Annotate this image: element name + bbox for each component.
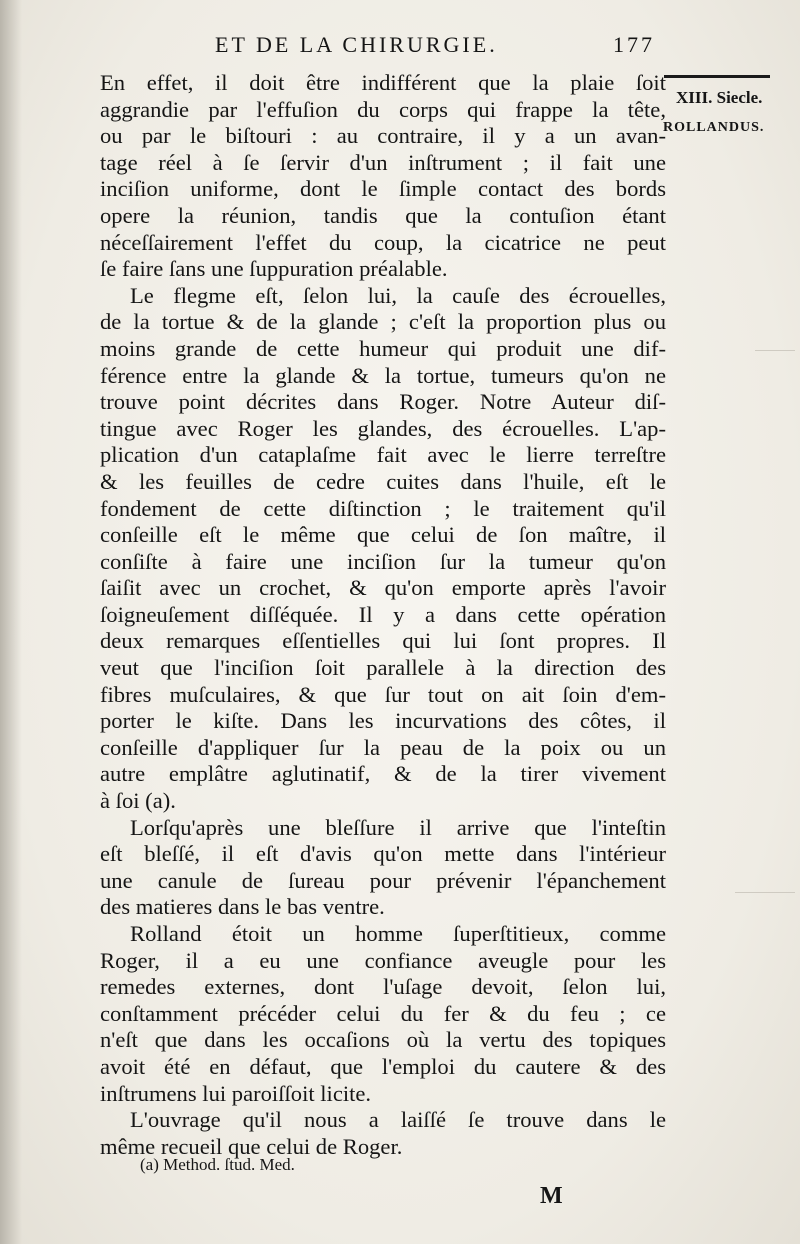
text-line: n'eſt que dans les occaſions où la vertu des topiques	[100, 1027, 666, 1053]
text-line: plication d'un cataplaſme fait avec le lierre terreſtre	[100, 442, 666, 468]
text-line: ſe faire ſans une ſuppuration préalable.	[100, 256, 448, 282]
text-line: conſeille eſt le même que celui de ſon maître, il	[100, 522, 666, 548]
text-line: néceſſairement l'effet du coup, la cicatrice ne peut	[100, 229, 666, 255]
margin-note-author: ROLLANDUS.	[663, 120, 765, 135]
text-line: tage réel à ſe ſervir d'un inſtrument ; il fait une	[100, 149, 666, 175]
text-line: ſaiſit avec un crochet, & qu'on emporte après l'avoir	[100, 575, 666, 601]
text-line: Roger, il a eu une confiance aveugle pour les	[100, 947, 666, 973]
text-line: moins grande de cette humeur qui produit une dif-	[100, 335, 666, 361]
text-line: En effet, il doit être indifférent que la plaie ſoit	[100, 70, 666, 95]
text-line: L'ouvrage qu'il nous a laiſſé ſe trouve dans le	[130, 1107, 666, 1133]
body-text	[100, 70, 666, 1160]
text-line: remedes externes, dont l'uſage devoit, ſelon lui,	[100, 974, 666, 1000]
text-line: eſt bleſſé, il eſt d'avis qu'on mette dans l'intérieur	[100, 841, 666, 867]
footnote: (a) Method. ſtud. Med.	[140, 1155, 295, 1174]
text-line: des matieres dans le bas ventre.	[100, 894, 385, 920]
text-line: tingue avec Roger les glandes, des écrouelles. L'ap-	[100, 415, 666, 441]
text-line: conſiſte à faire une inciſion ſur la tumeur qu'on	[100, 548, 666, 574]
gutter-shadow	[0, 0, 22, 1244]
text-line: Rolland étoit un homme ſuperſtitieux, comme	[130, 921, 666, 946]
text-line: fondement de cette diſtinction ; le traitement qu'il	[100, 495, 666, 521]
text-line: conſtamment précéder celui du fer & du feu ; ce	[100, 1000, 666, 1026]
text-line: Le flegme eſt, ſelon lui, la cauſe des écrouelles,	[130, 282, 666, 308]
text-line: inciſion uniforme, dont le ſimple contact des bords	[100, 176, 666, 202]
text-line: deux remarques eſſentielles qui lui ſont propres. Il	[100, 628, 666, 654]
text-line: ou par le biſtouri : au contraire, il y a un avan-	[100, 123, 666, 149]
text-line: porter le kiſte. Dans les incurvations des côtes, il	[100, 708, 666, 734]
bleed-through-mark	[735, 892, 795, 893]
margin-note-century: XIII. Siecle.	[676, 88, 763, 107]
text-line: conſeille d'appliquer ſur la peau de la poix ou un	[100, 734, 666, 760]
text-line: ſoigneuſement diſſéquée. Il y a dans cette opération	[100, 601, 666, 627]
text-line: férence entre la glande & la tortue, tumeurs qu'on ne	[100, 362, 666, 388]
signature-mark: M	[540, 1183, 563, 1209]
text-line: une canule de ſureau pour prévenir l'épanchement	[100, 867, 666, 893]
text-line: inſtrumens lui paroiſſoit licite.	[100, 1080, 372, 1106]
text-line: aggrandie par l'effuſion du corps qui frappe la tête,	[100, 96, 666, 122]
text-line: fibres muſculaires, & que ſur tout on ait ſoin d'em-	[100, 681, 666, 707]
page-number: 177	[613, 32, 655, 57]
text-line: Lorſqu'après une bleſſure il arrive que l'inteſtin	[130, 814, 666, 840]
running-title: ET DE LA CHIRURGIE.	[215, 32, 498, 57]
margin-rule	[664, 75, 770, 78]
text-line: autre emplâtre aglutinatif, & de la tirer vivement	[100, 761, 666, 787]
text-line: trouve point décrites dans Roger. Notre Auteur diſ-	[100, 389, 666, 415]
text-line: de la tortue & de la glande ; c'eſt la proportion plus ou	[100, 309, 666, 335]
text-line: même recueil que celui de Roger.	[100, 1133, 403, 1159]
text-line: avoit été en défaut, que l'emploi du cautere & des	[100, 1053, 666, 1079]
running-header	[215, 32, 655, 58]
bleed-through-mark	[755, 350, 795, 351]
text-line: veut que l'inciſion ſoit parallele à la direction des	[100, 655, 666, 681]
text-line: & les feuilles de cedre cuites dans l'huile, eſt le	[100, 468, 666, 494]
text-line: opere la réunion, tandis que la contuſion étant	[100, 202, 666, 228]
text-line: à ſoi (a).	[100, 788, 176, 814]
